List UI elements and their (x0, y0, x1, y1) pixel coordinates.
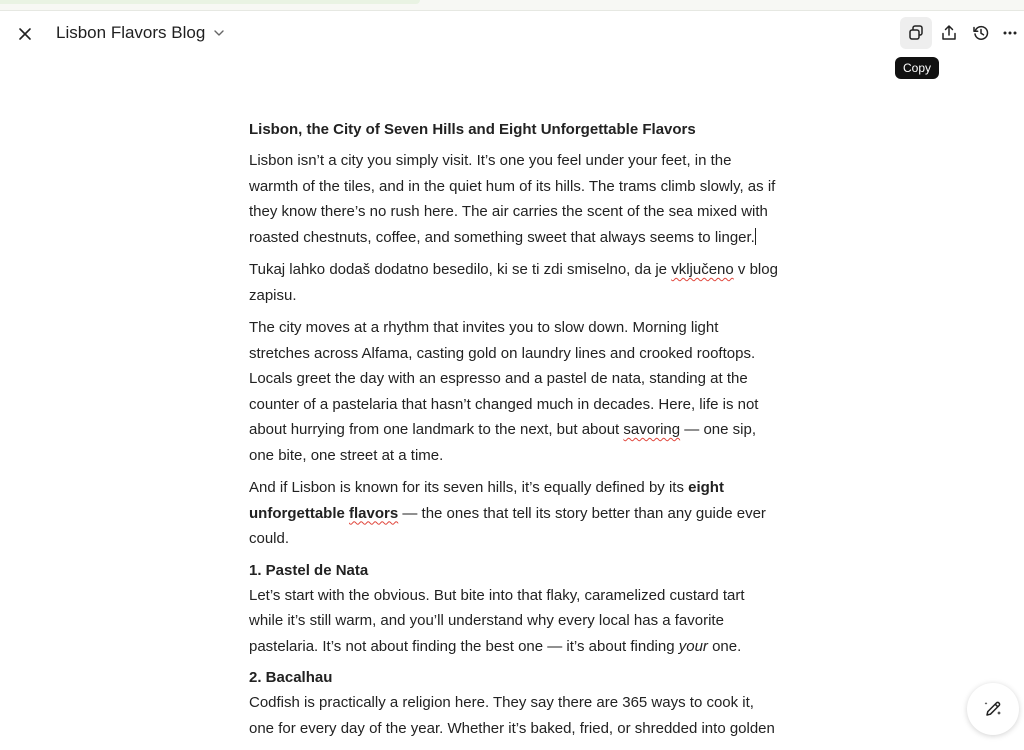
paragraph-pastel (249, 583, 779, 660)
copy-button[interactable] (900, 17, 932, 49)
paragraph-bacalhau: Codfish is practically a religion here. They say there are 365 ways to cook it, one for every day of the year. Whether it’s baked, fried, or shredded into golden (249, 694, 775, 737)
pastel-text-start: Let’s start with the obvious. But bite into that flaky, caramelized custard tart while it’s still warm, and you’ll understand why every local has a favorite pastelaria. It’s not about finding the best one — it’s about finding (249, 586, 745, 655)
document-title: Lisbon Flavors Blog (56, 23, 206, 42)
share-button[interactable] (933, 17, 965, 49)
close-icon (18, 27, 32, 41)
history-button[interactable] (965, 17, 997, 49)
note-text-end: v blog zapisu. (249, 261, 778, 304)
close-button[interactable] (14, 23, 36, 45)
spellcheck-word: savoring (623, 421, 681, 438)
bold-phrase-text: eight unforgettable (249, 479, 724, 522)
copy-tooltip: Copy (895, 57, 939, 79)
hills-text-start: And if Lisbon is known for its seven hills, it’s equally defined by its (249, 479, 689, 496)
paragraph-intro (249, 148, 779, 250)
paragraph-slovene-note (249, 257, 779, 308)
section-heading-pastel: 1. Pastel de Nata (249, 561, 369, 579)
more-icon (1002, 25, 1018, 41)
text-cursor (755, 228, 756, 245)
pastel-text-end: one. (707, 637, 742, 655)
history-icon (972, 24, 990, 42)
spellcheck-word: flavors (349, 504, 399, 522)
paragraph-hills (249, 475, 779, 552)
copy-icon (907, 24, 925, 42)
paragraph-intro-text: Lisbon isn’t a city you simply visit. It’s one you feel under your feet, in the warmth of the tiles, and in the quiet hum of its hills. The trams climb slowly, as if they know there’s no rush here. The air carries the scent of the sea mixed with roasted chestnuts, coffee, and something sweet that always seems to linger. (249, 152, 776, 246)
note-text-start: Tukaj lahko dodaš dodatno besedilo, ki se ti zdi smiselno, da je (249, 261, 672, 278)
emphasis-word: your (678, 637, 708, 655)
browser-top-strip (0, 0, 1024, 11)
active-tab-strip (0, 0, 420, 4)
edit-assistant-button[interactable] (967, 683, 1019, 735)
paragraph-rhythm (249, 315, 779, 468)
hills-text-end: — the ones that tell its story better than any guide ever could. (249, 504, 766, 547)
rhythm-text-end: — one sip, one bite, one street at a time. (249, 421, 756, 464)
more-options-button[interactable] (997, 17, 1023, 49)
document-title-dropdown[interactable] (56, 23, 227, 43)
chevron-down-icon (211, 25, 227, 41)
share-icon (940, 24, 958, 42)
editor-header (0, 11, 1024, 57)
document-heading: Lisbon, the City of Seven Hills and Eight Unforgettable Flavors (249, 121, 696, 138)
edit-icon (982, 698, 1004, 720)
spellcheck-word: vključeno (671, 261, 734, 278)
document-body[interactable] (249, 120, 779, 748)
section-heading-bacalhau: 2. Bacalhau (249, 669, 333, 686)
rhythm-text-start: The city moves at a rhythm that invites you to slow down. Morning light stretches across Alfama, casting gold on laundry lines and crooked rooftops. Locals greet the day with an espresso and a pastel de nata, standing at the counter of a pastelaria that hasn’t changed much in decades. Here, life is not about hurrying from one landmark to the next, but about (249, 319, 759, 438)
